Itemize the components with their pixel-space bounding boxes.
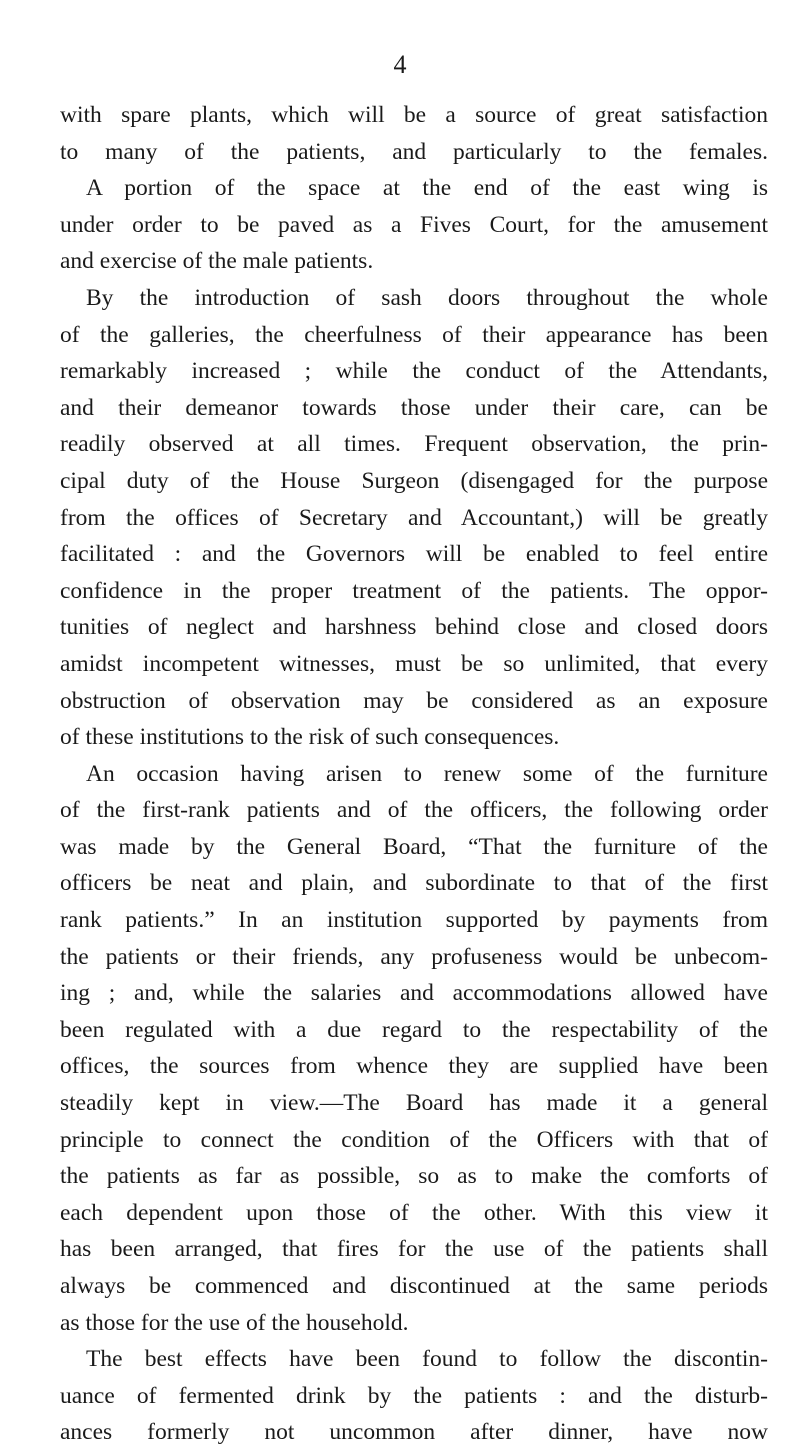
text-line: always be commenced and discontinued at the same periods: [60, 1273, 768, 1299]
text-line: of these institutions to the risk of such consequences.: [60, 724, 560, 751]
text-line: with spare plants, which will be a source of great satisfaction: [60, 102, 768, 128]
text-line: to many of the patients, and particularly to the females.: [60, 138, 768, 165]
text-line: obstruction of observation may be considered as an exposure: [60, 687, 768, 714]
text-line: remarkably increased ; while the conduct of the Attendants,: [60, 358, 768, 385]
text-line: the patients or their friends, any profuseness would be unbecom-: [60, 943, 768, 970]
text-line: offices, the sources from whence they are supplied have been: [60, 1053, 768, 1080]
paragraph-start-line: The best effects have been found to follow the discontin-: [86, 1346, 768, 1373]
text-line: cipal duty of the House Surgeon (disengaged for the purpose: [60, 467, 768, 494]
text-line: the patients as far as possible, so as to make the comforts of: [60, 1163, 768, 1190]
text-line: and their demeanor towards those under their care, can be: [60, 394, 768, 421]
text-line: officers be neat and plain, and subordinate to that of the first: [60, 870, 768, 897]
text-line: ing ; and, while the salaries and accommodations allowed have: [60, 980, 768, 1007]
text-line: tunities of neglect and harshness behind close and closed doors: [60, 614, 768, 641]
text-line: was made by the General Board, “That the furniture of the: [60, 833, 768, 860]
paragraph-start-line: A portion of the space at the end of the east wing is: [86, 175, 768, 202]
text-line: of the first-rank patients and of the officers, the following order: [60, 797, 768, 824]
text-line: facilitated : and the Governors will be enabled to feel entire: [60, 541, 768, 568]
paragraph-start-line: By the introduction of sash doors throughout the whole: [86, 284, 768, 311]
text-line: principle to connect the condition of the Officers with that of: [60, 1126, 768, 1153]
text-line: ances formerly not uncommon after dinner, have now: [60, 1419, 768, 1446]
text-line: confidence in the proper treatment of the patients. The oppor-: [60, 577, 768, 604]
text-line: been regulated with a due regard to the respectability of the: [60, 1016, 768, 1043]
text-line: as those for the use of the household.: [60, 1309, 409, 1336]
text-line: from the offices of Secretary and Accountant,) will be greatly: [60, 504, 768, 531]
text-line: steadily kept in view.—The Board has made it a general: [60, 1090, 768, 1117]
text-line: amidst incompetent witnesses, must be so unlimited, that every: [60, 650, 768, 677]
text-line: of the galleries, the cheerfulness of their appearance has been: [60, 321, 768, 348]
text-line: rank patients.” In an institution supported by payments from: [60, 907, 768, 934]
text-line: uance of fermented drink by the patients : and the disturb-: [60, 1382, 768, 1409]
text-line: each dependent upon those of the other. With this view it: [60, 1199, 768, 1226]
text-line: has been arranged, that fires for the use of the patients shall: [60, 1236, 768, 1263]
paragraph-start-line: An occasion having arisen to renew some of the furniture: [86, 760, 768, 787]
text-line: under order to be paved as a Fives Court, for the amusement: [60, 211, 768, 238]
body-text: [60, 97, 768, 1451]
text-line: and exercise of the male patients.: [60, 248, 374, 275]
page-number: 4: [393, 50, 407, 79]
text-line: readily observed at all times. Frequent observation, the prin-: [60, 431, 768, 458]
